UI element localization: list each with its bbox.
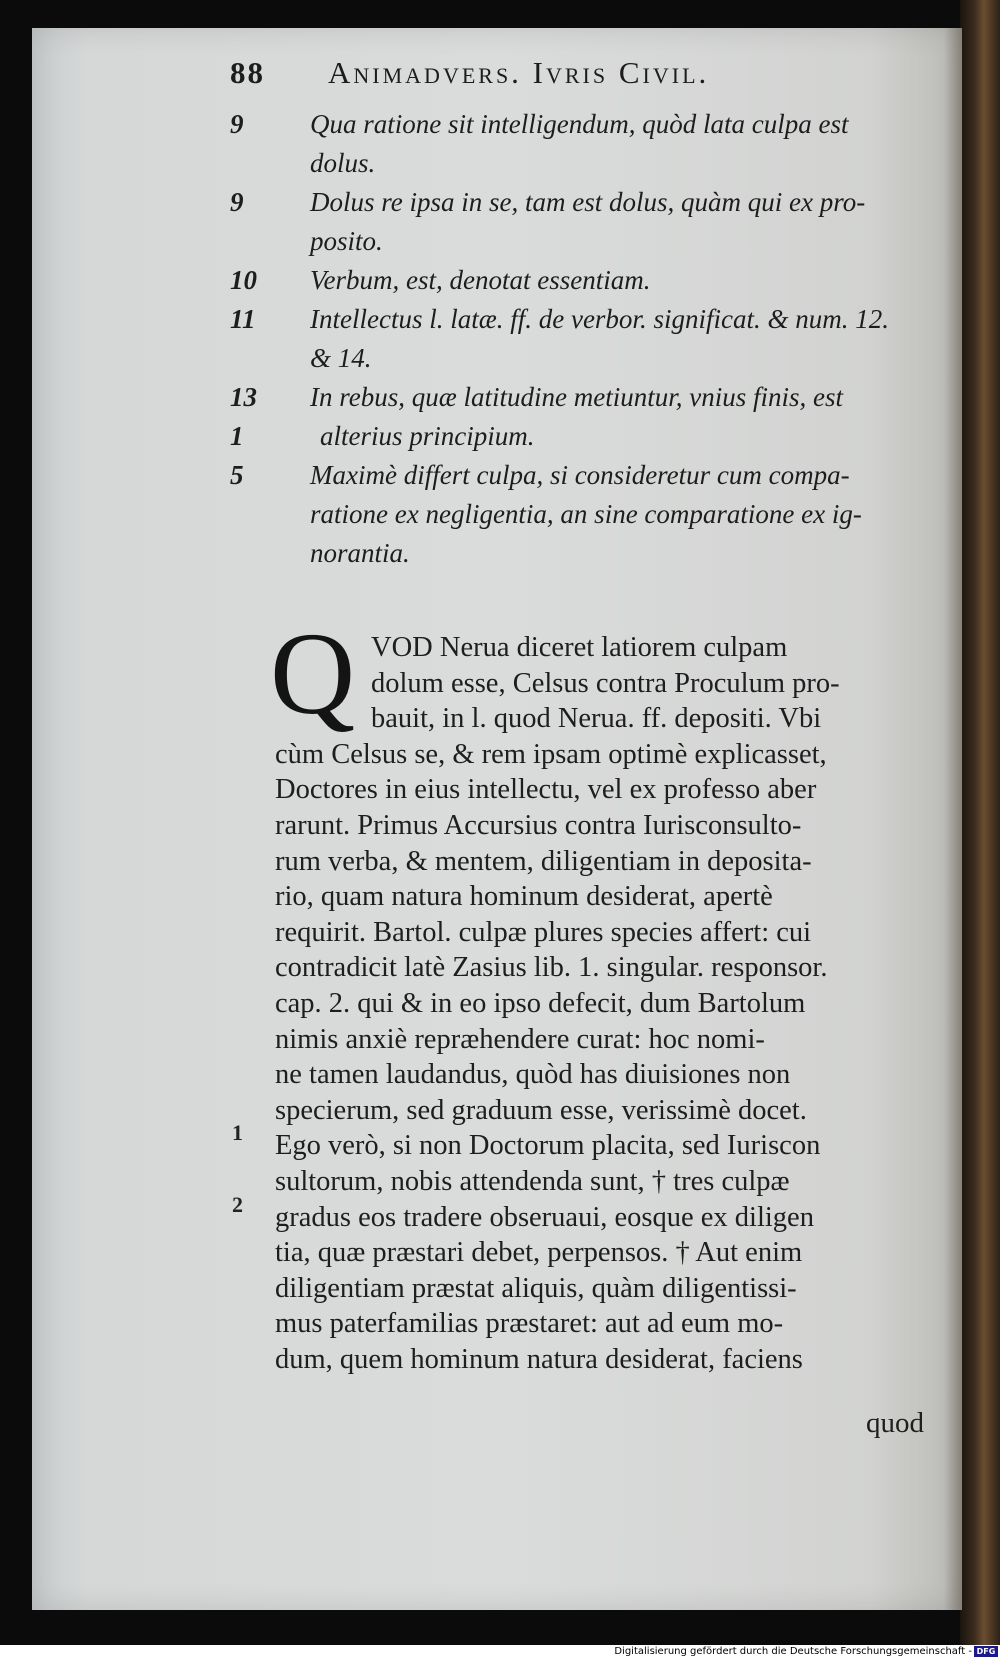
summary-item [230,417,910,456]
folio-number: 88 [230,55,265,90]
summary-item [230,378,910,417]
summary-number: 9 [230,187,244,217]
body-line: gradus eos tradere obseruaui, eosque ex diligen [275,1201,814,1233]
summary-item [230,261,910,300]
page-header [230,55,870,95]
summary-number: 1 [230,421,244,451]
body-line: requirit. Bartol. culpæ plures species affert: cui [275,916,812,948]
summary-line: Qua ratione sit intelligendum, quòd lata culpa est [310,109,849,139]
body-line: nimis anxiè repræhendere curat: hoc nomi- [275,1023,765,1055]
body-line: cap. 2. qui & in eo ipso defecit, dum Bartolum [275,987,806,1019]
summary-line: alterius principium. [320,421,535,451]
body-line: dolum esse, Celsus contra Proculum pro- [371,667,840,699]
drop-cap-initial: Q [270,608,356,739]
body-line: cùm Celsus se, & rem ipsam optimè explicasset, [275,738,827,770]
summary-line: Intellectus l. latæ. ff. de verbor. significat. & num. 12. [310,304,889,334]
body-line: sultorum, nobis attendenda sunt, † tres culpæ [275,1165,790,1197]
summary-line: Dolus re ipsa in se, tam est dolus, quàm qui ex pro- [310,187,866,217]
summary-line: dolus. [310,148,376,178]
summary-line: norantia. [310,538,410,568]
body-line: Doctores in eius intellectu, vel ex professo aber [275,774,817,806]
body-line: ne tamen laudandus, quòd has diuisiones non [275,1059,791,1091]
catchword: quod [866,1407,924,1439]
summary-item [230,456,910,573]
footer-bar [0,1645,1000,1658]
page-gutter-shadow [944,28,962,1610]
body-paragraph [275,630,915,1377]
margin-note: 2 [232,1192,243,1217]
body-line: specierum, sed graduum esse, verissimè docet. [275,1094,807,1126]
summary-line: & 14. [310,343,372,373]
body-line: Ego verò, si non Doctorum placita, sed Iuriscon [275,1130,821,1162]
summary-line: posito. [310,226,383,256]
summary-item [230,183,910,261]
dfg-logo-icon: DFG [974,1646,998,1657]
summary-item [230,300,910,378]
running-title: Animadvers. Ivris Civil. [328,55,710,90]
body-line: VOD Nerua diceret latiorem culpam [371,632,788,663]
summary-line: ratione ex negligentia, an sine comparatione ex ig- [310,499,862,529]
body-line: mus paterfamilias præstaret: aut ad eum mo- [275,1308,784,1340]
body-line: diligentiam præstat aliquis, quàm diligentissi- [275,1272,797,1304]
book-binding-edge [960,0,1000,1645]
body-line: dum, quem hominum natura desiderat, faciens [275,1343,803,1375]
summary-number: 10 [230,265,257,295]
summary-list [230,105,910,573]
footer-credit: Digitalisierung gefördert durch die Deutsche Forschungsgemeinschaft - [614,1646,972,1657]
body-line: tia, quæ præstari debet, perpensos. † Aut enim [275,1237,803,1269]
summary-number: 9 [230,109,244,139]
body-line: rum verba, & mentem, diligentiam in deposita- [275,845,812,877]
body-line: rio, quam natura hominum desiderat, apertè [275,881,773,913]
summary-number: 5 [230,460,244,490]
summary-line: In rebus, quæ latitudine metiuntur, vnius finis, est [310,382,843,412]
body-line: rarunt. Primus Accursius contra Iurisconsulto- [275,809,802,841]
summary-item [230,105,910,183]
body-line: bauit, in l. quod Nerua. ff. depositi. Vbi [371,703,822,735]
margin-note: 1 [232,1120,243,1145]
summary-line: Verbum, est, denotat essentiam. [310,265,651,295]
summary-number: 13 [230,382,257,412]
summary-line: Maximè differt culpa, si consideretur cum compa- [310,460,850,490]
body-line: contradicit latè Zasius lib. 1. singular. responsor. [275,952,828,984]
summary-number: 11 [230,304,256,334]
